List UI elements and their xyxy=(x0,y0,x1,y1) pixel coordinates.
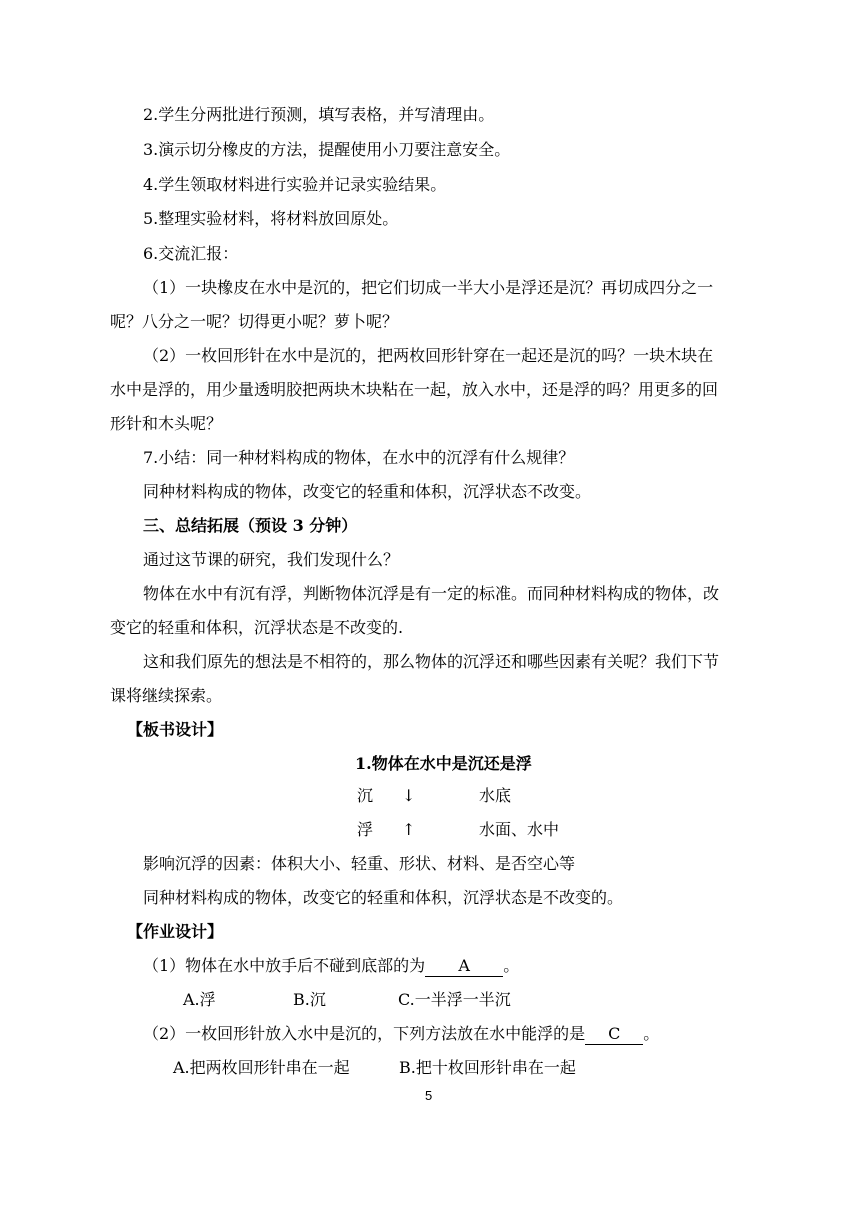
sink-label: 沉 xyxy=(357,786,374,805)
question-2-line-3: 形针和木头呢？ xyxy=(110,414,223,433)
sink-description: 水底 xyxy=(479,786,512,805)
step-5: 5.整理实验材料，将材料放回原处。 xyxy=(143,209,399,228)
section-3-para-1: 通过这节课的研究，我们发现什么？ xyxy=(143,550,400,569)
homework-question-2 xyxy=(143,1024,659,1045)
board-heading: 【板书设计】 xyxy=(127,720,224,739)
homework-q1-text: （1）物体在水中放手后不碰到底部的为 xyxy=(143,956,426,975)
homework-q1-end: 。 xyxy=(503,956,520,975)
board-conclusion: 同种材料构成的物体，改变它的轻重和体积，沉浮状态是不改变的。 xyxy=(143,888,624,907)
homework-q2-end: 。 xyxy=(643,1024,660,1043)
step-3: 3.演示切分橡皮的方法，提醒使用小刀要注意安全。 xyxy=(143,140,511,159)
homework-q1-answer-blank: A xyxy=(425,956,503,977)
section-3-para-3-line-2: 课将继续探索。 xyxy=(110,686,223,705)
homework-q2-text: （2）一枚回形针放入水中是沉的，下列方法放在水中能浮的是 xyxy=(143,1024,586,1043)
page-number: 5 xyxy=(425,1088,433,1103)
section-3-para-2-line-1: 物体在水中有沉有浮，判断物体沉浮是有一定的标准。而同种材料构成的物体，改 xyxy=(143,584,720,603)
float-label: 浮 xyxy=(357,820,374,839)
factors-line: 影响沉浮的因素：体积大小、轻重、形状、材料、是否空心等 xyxy=(143,854,576,873)
homework-q2-option-b: B.把十枚回形针串在一起 xyxy=(399,1058,576,1077)
board-title: 1.物体在水中是沉还是浮 xyxy=(355,754,532,773)
question-1-line-2: 呢？八分之一呢？切得更小呢？萝卜呢？ xyxy=(110,312,399,331)
section-3-para-2-line-2: 变它的轻重和体积，沉浮状态是不改变的. xyxy=(110,618,404,637)
question-2-line-2: 水中是浮的，用少量透明胶把两块木块粘在一起，放入水中，还是浮的吗？用更多的回 xyxy=(110,380,719,399)
step-7: 7.小结：同一种材料构成的物体，在水中的沉浮有什么规律？ xyxy=(143,448,575,467)
float-description: 水面、水中 xyxy=(479,820,560,839)
step-4: 4.学生领取材料进行实验并记录实验结果。 xyxy=(143,175,447,194)
homework-question-1 xyxy=(143,956,519,977)
step-7-answer: 同种材料构成的物体，改变它的轻重和体积，沉浮状态不改变。 xyxy=(143,482,592,501)
homework-heading: 【作业设计】 xyxy=(127,922,224,941)
homework-q2-option-a: A.把两枚回形针串在一起 xyxy=(173,1058,350,1077)
question-2-line-1: （2）一枚回形针在水中是沉的，把两枚回形针穿在一起还是沉的吗？一块木块在 xyxy=(143,346,714,365)
step-6: 6.交流汇报： xyxy=(143,244,239,263)
homework-q1-option-b: B.沉 xyxy=(293,990,326,1009)
homework-q1-option-a: A.浮 xyxy=(183,990,216,1009)
homework-q1-option-c: C.一半浮一半沉 xyxy=(398,990,511,1009)
float-arrow-icon: ↑ xyxy=(402,820,416,839)
sink-arrow-icon: ↓ xyxy=(402,786,416,805)
question-1-line-1: （1）一块橡皮在水中是沉的，把它们切成一半大小是浮还是沉？再切成四分之一 xyxy=(143,278,714,297)
step-2: 2.学生分两批进行预测，填写表格，并写清理由。 xyxy=(143,105,495,124)
section-3-para-3-line-1: 这和我们原先的想法是不相符的，那么物体的沉浮还和哪些因素有关呢？我们下节 xyxy=(143,652,720,671)
section-3-heading: 三、总结拓展（预设 3 分钟） xyxy=(143,516,358,535)
homework-q2-answer-blank: C xyxy=(585,1024,643,1045)
